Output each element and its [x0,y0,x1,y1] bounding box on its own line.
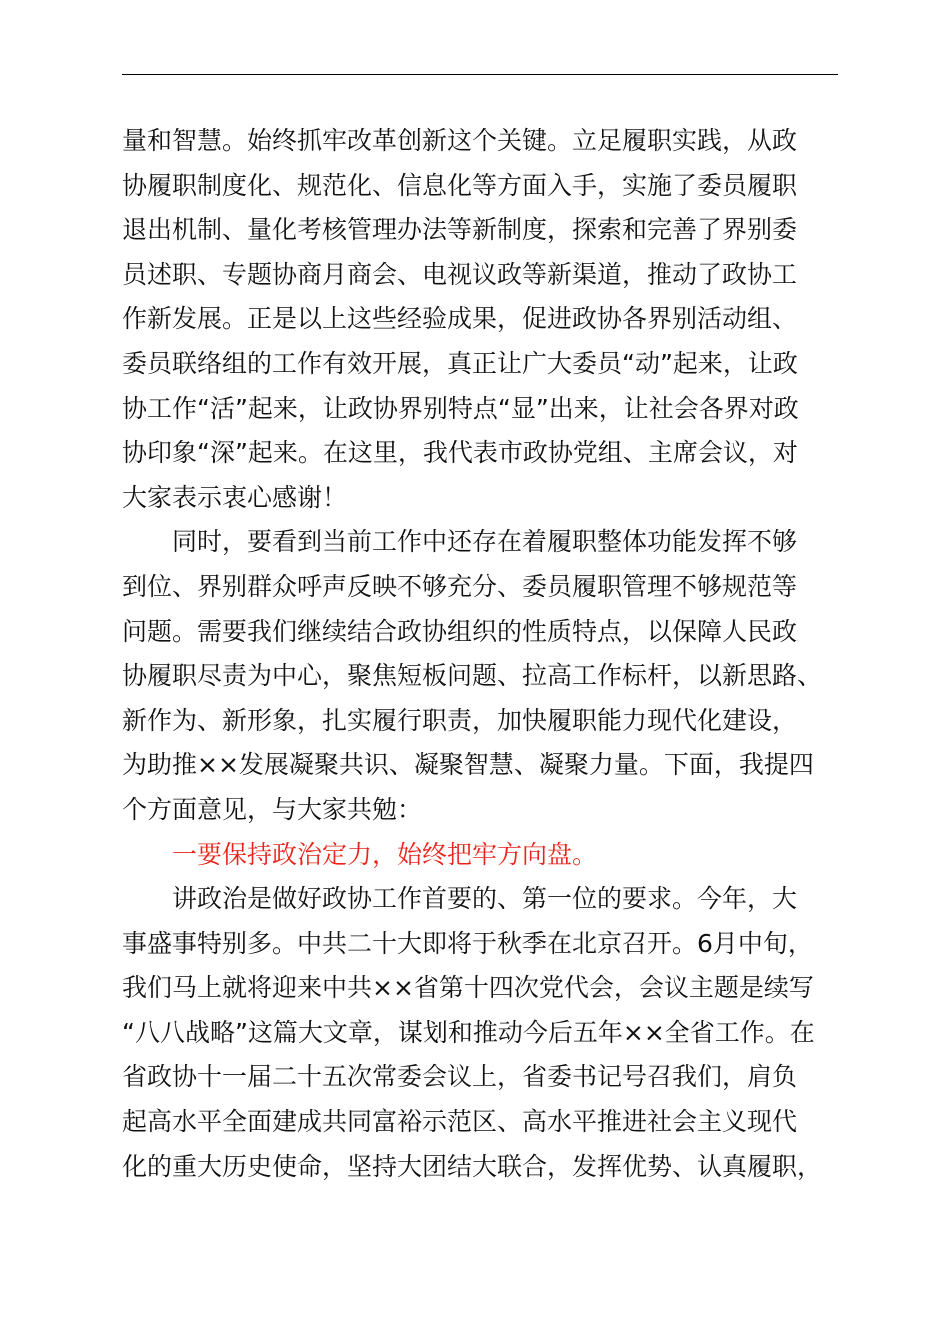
text-line: 协印象“深”起来。在这里，我代表市政协党组、主席会议，对 [122,438,798,468]
text-line: 同时，要看到当前工作中还存在着履职整体功能发挥不够 [172,527,798,557]
text-line: 个方面意见，与大家共勉： [122,794,423,824]
text-line: 起高水平全面建成共同富裕示范区、高水平推进社会主义现代 [122,1107,798,1137]
text-line: 到位、界别群众呼声反映不够充分、委员履职管理不够规范等 [122,571,798,601]
text-line: 事盛事特别多。中共二十大即将于秋季在北京召开。6月中旬， [122,928,813,958]
text-line: 委员联络组的工作有效开展，真正让广大委员“动”起来，让政 [122,348,798,378]
text-line: 问题。需要我们继续结合政协组织的性质特点，以保障人民政 [122,616,798,646]
paragraph-problems [122,520,838,832]
section-heading [122,833,838,878]
text-line: 我们马上就将迎来中共××省第十四次党代会，会议主题是续写 [122,973,814,1003]
text-line: 大家表示衷心感谢！ [122,482,348,512]
text-line: “八八战略”这篇大文章，谋划和推动今后五年××全省工作。在 [122,1017,815,1047]
text-line: 员述职、专题协商月商会、电视议政等新渠道，推动了政协工 [122,259,798,289]
text-line: 新作为、新形象，扎实履行职责，加快履职能力现代化建设， [122,705,798,735]
text-line: 为助推××发展凝聚共识、凝聚智慧、凝聚力量。下面，我提四 [122,750,814,780]
text-line: 退出机制、量化考核管理办法等新制度，探索和完善了界别委 [122,215,798,245]
section-heading-text: 一要保持政治定力，始终把牢方向盘。 [172,839,598,869]
text-line: 作新发展。正是以上这些经验成果，促进政协各界别活动组、 [122,304,798,334]
header-rule [122,74,838,75]
text-line: 讲政治是做好政协工作首要的、第一位的要求。今年，大 [172,884,798,914]
paragraph-continuation [122,119,838,520]
text-line: 省政协十一届二十五次常委会议上，省委书记号召我们，肩负 [122,1062,798,1092]
body-text [122,119,838,1189]
text-line: 协履职尽责为中心，聚焦短板问题、拉高工作标杆，以新思路、 [122,661,823,691]
text-line: 协履职制度化、规范化、信息化等方面入手，实施了委员履职 [122,170,798,200]
text-line: 化的重大历史使命，坚持大团结大联合，发挥优势、认真履职， [122,1151,823,1181]
paragraph-politics [122,877,838,1189]
text-line: 量和智慧。始终抓牢改革创新这个关键。立足履职实践，从政 [122,126,798,155]
text-line: 协工作“活”起来，让政协界别特点“显”出来，让社会各界对政 [122,393,799,423]
